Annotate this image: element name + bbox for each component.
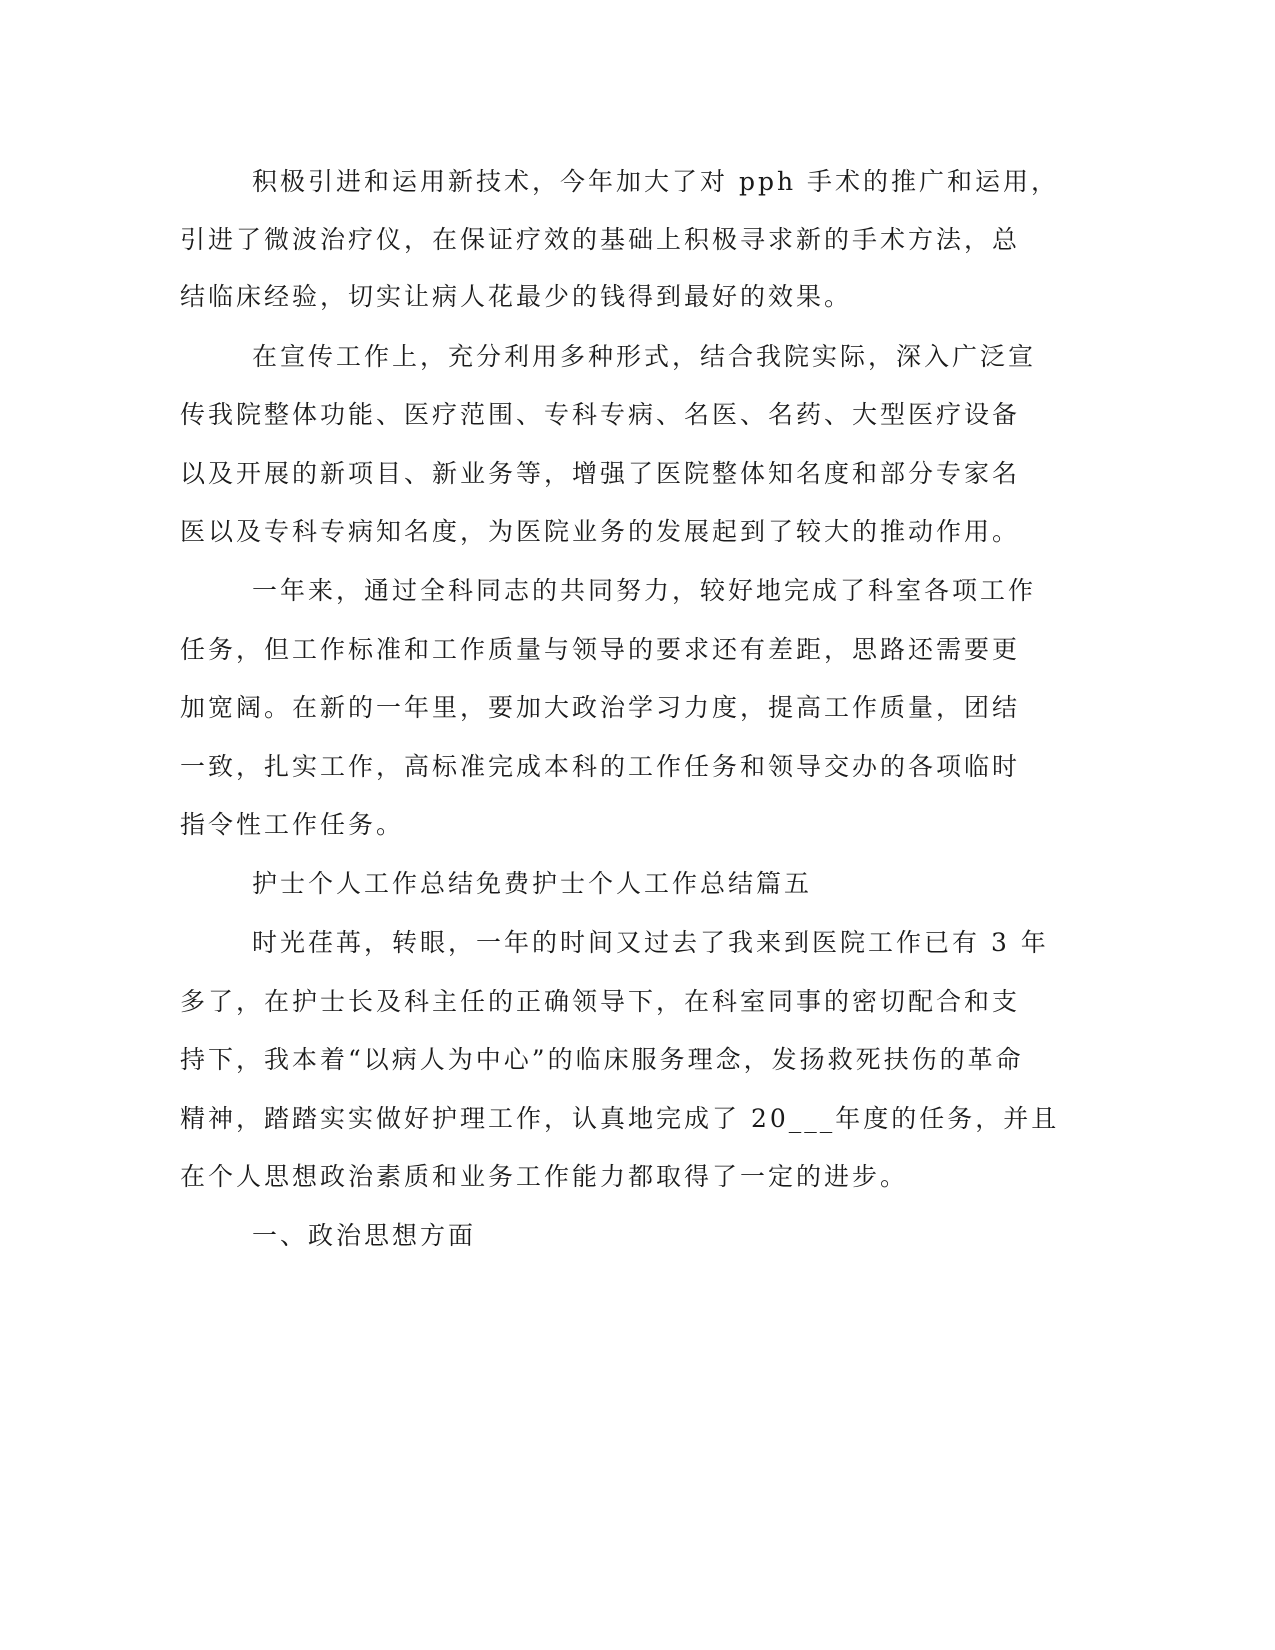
- text-line: 引进了微波治疗仪，在保证疗效的基础上积极寻求新的手术方法，总: [180, 225, 1021, 254]
- text-line: 以及开展的新项目、新业务等，增强了医院整体知名度和部分专家名: [180, 459, 1021, 488]
- text-line: 一年来，通过全科同志的共同努力，较好地完成了科室各项工作: [252, 576, 1037, 605]
- text-line: 医以及专科专病知名度，为医院业务的发展起到了较大的推动作用。: [180, 517, 1021, 546]
- text-line: 一致，扎实工作，高标准完成本科的工作任务和领导交办的各项临时: [180, 752, 1021, 781]
- section-title: 护士个人工作总结免费护士个人工作总结篇五: [252, 869, 813, 898]
- section-heading: 一、政治思想方面: [252, 1221, 477, 1250]
- text-line: 持下，我本着“以病人为中心”的临床服务理念，发扬救死扶伤的革命: [180, 1045, 1024, 1074]
- text-line: 积极引进和运用新技术，今年加大了对 pph 手术的推广和运用，: [252, 167, 1060, 196]
- text-line: 在宣传工作上，充分利用多种形式，结合我院实际，深入广泛宣: [252, 342, 1037, 371]
- text-line: 加宽阔。在新的一年里，要加大政治学习力度，提高工作质量，团结: [180, 693, 1021, 722]
- text-line: 传我院整体功能、医疗范围、专科专病、名医、名药、大型医疗设备: [180, 400, 1021, 429]
- text-line: 任务，但工作标准和工作质量与领导的要求还有差距，思路还需要更: [180, 635, 1021, 664]
- text-line: 多了，在护士长及科主任的正确领导下，在科室同事的密切配合和支: [180, 987, 1021, 1016]
- text-line: 在个人思想政治素质和业务工作能力都取得了一定的进步。: [180, 1162, 909, 1191]
- text-line: 指令性工作任务。: [180, 810, 405, 839]
- text-line: 时光荏苒，转眼，一年的时间又过去了我来到医院工作已有 3 年: [252, 928, 1049, 957]
- text-line: 结临床经验，切实让病人花最少的钱得到最好的效果。: [180, 282, 853, 311]
- text-line: 精神，踏踏实实做好护理工作，认真地完成了 20___年度的任务，并且: [180, 1104, 1060, 1133]
